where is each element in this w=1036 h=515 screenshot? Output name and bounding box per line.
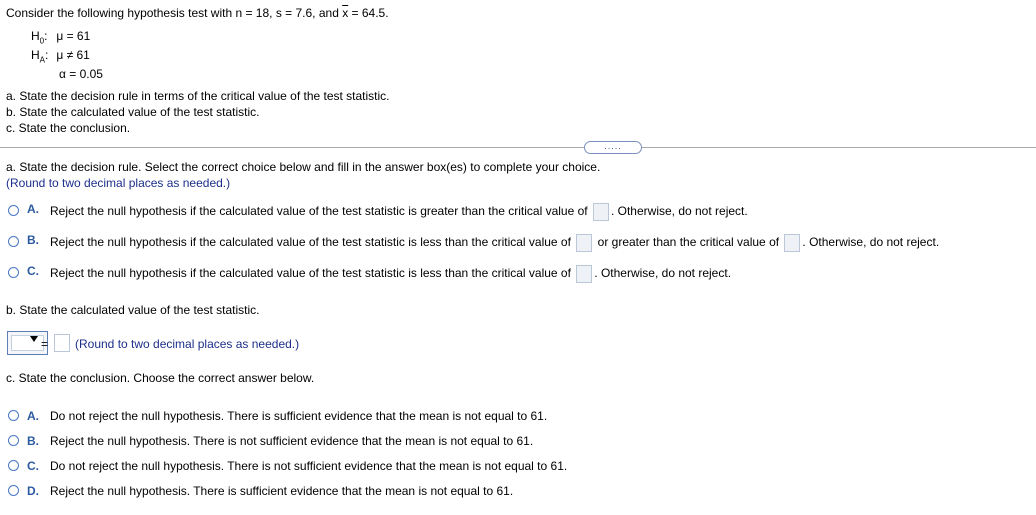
part-c-option-d-radio[interactable] — [8, 485, 19, 496]
part-c-option-a-letter: A. — [27, 409, 39, 423]
part-c-option-a-radio[interactable] — [8, 410, 19, 421]
problem-intro: Consider the following hypothesis test with n = 18, s = 7.6, and $\overline{x} = 64.5$. — [6, 6, 389, 20]
test-statistic-input[interactable] — [54, 334, 70, 352]
part-c-option-a-text: Do not reject the null hypothesis. There is sufficient evidence that the mean is not equal to 61. — [50, 409, 548, 423]
alternative-hypothesis-value: μ ≠ 61 — [56, 48, 90, 62]
alternative-hypothesis: $H_A$: μ ≠ 61 — [31, 48, 90, 65]
part-c-prompt: c. State the conclusion. Choose the correct answer below. — [6, 371, 315, 385]
null-hypothesis: $H_0$: μ = 61 — [31, 29, 91, 46]
part-a-option-c: Reject the null hypothesis if the calculated value of the test statistic is less than the critical value of . Otherwise, do not reject. — [50, 263, 731, 283]
task-a: a. State the decision rule in terms of the critical value of the test statistic. — [6, 89, 390, 103]
task-b: b. State the calculated value of the test statistic. — [6, 105, 260, 119]
part-a-option-c-critical-input[interactable] — [576, 265, 592, 283]
part-b-prompt: b. State the calculated value of the test statistic. — [6, 303, 260, 317]
part-c-option-c-radio[interactable] — [8, 460, 19, 471]
part-c-option-c-text: Do not reject the null hypothesis. There is not sufficient evidence that the mean is not equal to 61. — [50, 459, 568, 473]
section-divider — [0, 147, 1036, 148]
part-a-option-a-critical-input[interactable] — [593, 203, 609, 221]
part-a-option-a-radio[interactable] — [8, 205, 19, 216]
part-a-prompt: a. State the decision rule. Select the correct choice below and fill in the answer box(es) to complete your choice. — [6, 160, 601, 174]
part-a-option-b-radio[interactable] — [8, 236, 19, 247]
equals-sign: = — [41, 337, 49, 351]
part-c-option-b-letter: B. — [27, 434, 39, 448]
part-c-option-b-text: Reject the null hypothesis. There is not sufficient evidence that the mean is not equal to 61. — [50, 434, 534, 448]
part-c-option-d-letter: D. — [27, 484, 39, 498]
part-c-option-b-radio[interactable] — [8, 435, 19, 446]
task-c: c. State the conclusion. — [6, 121, 131, 135]
part-a-option-b: Reject the null hypothesis if the calculated value of the test statistic is less than the critical value of or greater than the critical value of . Otherwise, do not reject. — [50, 232, 939, 252]
dropdown-field — [11, 335, 44, 351]
null-hypothesis-value: μ = 61 — [56, 29, 91, 43]
part-b-round-note: (Round to two decimal places as needed.) — [75, 337, 300, 351]
part-c-option-d-text: Reject the null hypothesis. There is sufficient evidence that the mean is not equal to 61. — [50, 484, 514, 498]
part-a-round-note: (Round to two decimal places as needed.) — [6, 176, 231, 190]
part-a-option-a: Reject the null hypothesis if the calculated value of the test statistic is greater than the critical value of . Otherwise, do not reject. — [50, 201, 748, 221]
part-a-option-c-letter: C. — [27, 264, 39, 278]
alpha-level: α = 0.05 — [59, 67, 103, 81]
part-a-option-b-lower-critical-input[interactable] — [576, 234, 592, 252]
x-bar-symbol: $\overline{x}$ — [342, 6, 349, 20]
dropdown-arrow-icon — [30, 336, 38, 342]
part-a-option-c-radio[interactable] — [8, 267, 19, 278]
part-c-option-c-letter: C. — [27, 459, 39, 473]
part-a-option-b-upper-critical-input[interactable] — [784, 234, 800, 252]
expand-divider-button[interactable]: ..... — [584, 141, 642, 154]
part-a-option-a-letter: A. — [27, 202, 39, 216]
part-a-option-b-letter: B. — [27, 233, 39, 247]
